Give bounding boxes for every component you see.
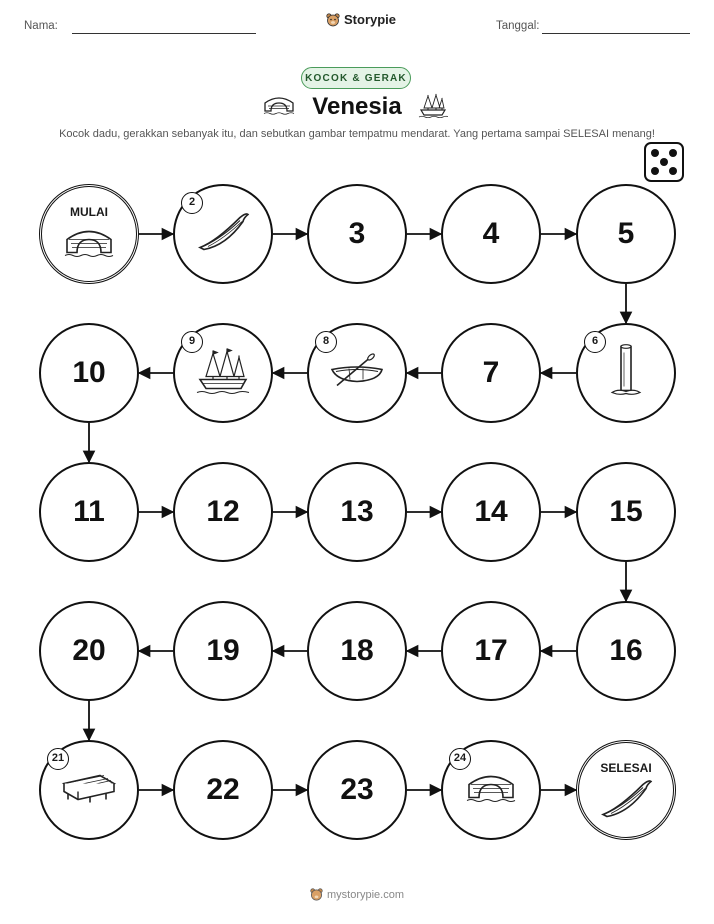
space-number: 22	[206, 773, 240, 806]
board-space-17	[441, 601, 541, 701]
space-number: 19	[206, 634, 240, 667]
space-number: 12	[206, 495, 240, 528]
board-space-5	[576, 184, 676, 284]
board-space-3	[307, 184, 407, 284]
space-number: 16	[609, 634, 643, 667]
board-space-22	[173, 740, 273, 840]
footer	[310, 888, 404, 901]
space-number-chip: 24	[449, 748, 471, 770]
board-space-21	[39, 740, 139, 840]
bear-icon	[310, 888, 323, 901]
board-space-9	[173, 323, 273, 423]
space-number: 17	[474, 634, 508, 667]
gondola-icon	[196, 212, 250, 257]
space-number: 15	[609, 495, 643, 528]
start-space	[39, 184, 139, 284]
board-space-13	[307, 462, 407, 562]
board-space-10	[39, 323, 139, 423]
board-space-7	[441, 323, 541, 423]
mooring-pole-icon	[609, 343, 643, 404]
rowboat-icon	[329, 353, 385, 394]
board-space-11	[39, 462, 139, 562]
space-number: 4	[482, 217, 500, 250]
board-space-4	[441, 184, 541, 284]
space-number: 20	[72, 634, 106, 667]
footer-url: mystorypie.com	[327, 888, 405, 901]
space-number: 18	[340, 634, 374, 667]
space-number: 23	[340, 773, 374, 806]
space-label: MULAI	[70, 205, 108, 219]
bridge-icon	[466, 772, 516, 809]
board-space-8	[307, 323, 407, 423]
space-number-chip: 2	[181, 192, 203, 214]
name-label: Nama:	[24, 20, 58, 32]
board-space-2	[173, 184, 273, 284]
space-number: 10	[72, 356, 106, 389]
date-label: Tanggal:	[496, 20, 540, 32]
board-space-6	[576, 323, 676, 423]
board-space-18	[307, 601, 407, 701]
instructions-text: Kocok dadu, gerakkan sebanyak itu, dan sebutkan gambar tempatmu mendarat. Yang pertama sampai SELESAI menang!	[59, 128, 655, 140]
space-number: 7	[482, 356, 500, 389]
board-space-19	[173, 601, 273, 701]
board-space-20	[39, 601, 139, 701]
space-number: 5	[617, 217, 635, 250]
space-number: 11	[73, 495, 105, 528]
finish-space	[576, 740, 676, 840]
board-space-23	[307, 740, 407, 840]
board-space-12	[173, 462, 273, 562]
gondola-icon	[599, 779, 653, 824]
board-space-24	[441, 740, 541, 840]
ship-icon	[196, 347, 250, 400]
space-number-chip: 8	[315, 331, 337, 353]
board-space-16	[576, 601, 676, 701]
space-number-chip: 9	[181, 331, 203, 353]
board-space-15	[576, 462, 676, 562]
brand-name: Storypie	[344, 12, 397, 27]
dock-platform-icon	[60, 770, 118, 811]
space-number: 13	[340, 495, 374, 528]
activity-badge: KOCOK & GERAK	[301, 67, 411, 89]
space-number: 3	[348, 217, 366, 250]
space-number-chip: 21	[47, 748, 69, 770]
bridge-icon	[64, 227, 114, 264]
board-space-14	[441, 462, 541, 562]
page-title: Venesia	[312, 93, 402, 120]
space-number: 14	[474, 495, 508, 528]
space-number-chip: 6	[584, 331, 606, 353]
space-label: SELESAI	[600, 761, 652, 775]
